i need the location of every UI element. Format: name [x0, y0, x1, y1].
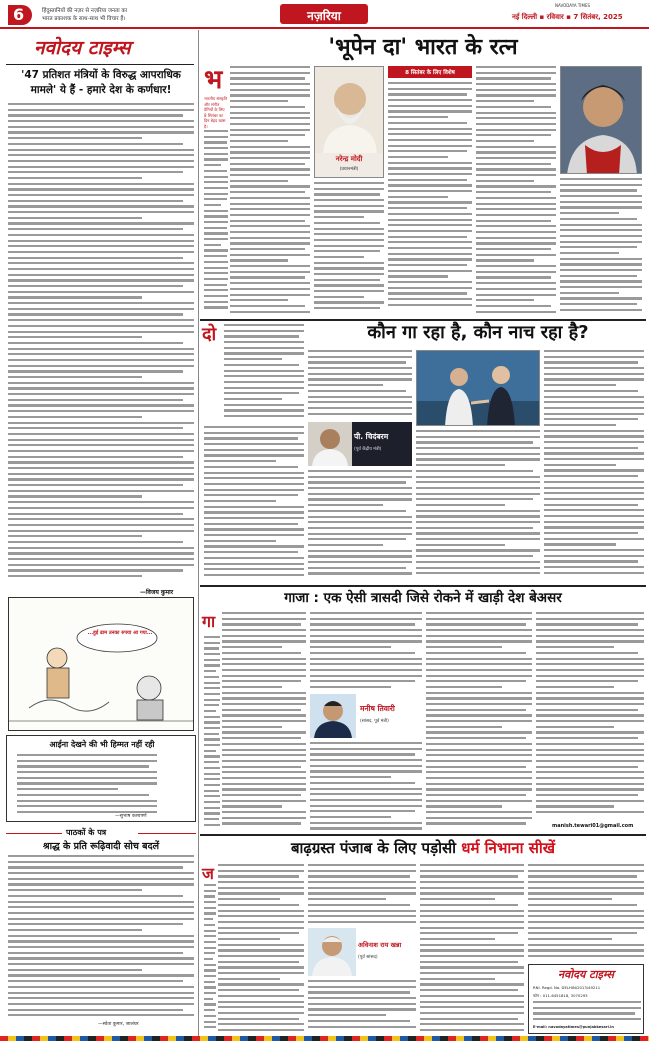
gaza-col4 — [536, 612, 644, 820]
bhupen-col1 — [230, 66, 310, 316]
bhupen-author: नरेन्द्र मोदी — [335, 155, 363, 163]
editorial-logo: नवोदय टाइम्स — [34, 37, 131, 59]
poem-box — [6, 735, 196, 822]
poem-body — [17, 754, 157, 814]
gaza-headline: गाजा : एक ऐसी त्रासदी जिसे रोकने में खाड़ी देश बेअसर — [284, 590, 562, 606]
column-divider-left — [198, 30, 199, 1040]
section-title: नज़रिया — [307, 9, 341, 23]
punjab-col2b — [308, 980, 416, 1034]
bhupen-col5 — [560, 178, 642, 316]
dateline: नई दिल्ली ▪ रविवार ▪ 7 सितंबर, 2025 — [512, 13, 623, 21]
chidambaram-portrait — [308, 422, 352, 466]
gaza-col1 — [222, 612, 306, 832]
bhupen-headline: 'भूपेन दा' भारत के रत्न — [328, 35, 518, 60]
nach-photo-leaders — [416, 350, 540, 426]
masthead-tagline-1: हिंदुस्तानियों की नज़र से नज़रिया जनता का — [42, 8, 128, 14]
cartoon-caption: ...हुई ढाम उनका रुपया आ गया... — [87, 630, 153, 636]
author-photo-khanna — [308, 928, 416, 976]
imprint-regd: RNI. Regd. No. DELHIN/2013/49211 — [533, 985, 601, 990]
bhupen-author-role: (प्रधानमंत्री) — [339, 167, 359, 172]
nach-col1 — [224, 324, 304, 424]
gaza-author-role: (सांसद, पूर्व मंत्री) — [360, 719, 389, 724]
cartoon-drawing — [9, 598, 193, 730]
gaza-dropcap: गा — [202, 612, 216, 631]
imprint-box — [528, 964, 644, 1034]
nach-col2 — [308, 350, 412, 420]
bhupen-col3 — [388, 82, 472, 316]
punjab-col4 — [528, 864, 644, 960]
bhupen-photo — [560, 66, 642, 174]
nach-author-role: (पूर्व केंद्रीय मंत्री) — [354, 447, 382, 452]
nach-col3 — [416, 430, 540, 582]
poem-credit: —सुभाष कश्यपर्ण — [115, 814, 147, 819]
gaza-col2 — [310, 612, 422, 692]
letters-rule-right — [138, 833, 196, 834]
author-photo-tewari — [310, 694, 422, 738]
editorial-logo-rule — [6, 64, 194, 65]
editorial-logo-box — [6, 32, 194, 62]
gaza-col3 — [426, 612, 532, 832]
punjab-author: अविनाश राय खन्ना — [358, 941, 402, 949]
punjab-col1 — [218, 864, 304, 1034]
letters-rule-left — [6, 833, 62, 834]
masthead — [0, 0, 649, 28]
gaza-col1b — [204, 636, 220, 832]
bhupen-col4 — [476, 66, 556, 316]
editorial-body — [8, 103, 194, 585]
punjab-headline-part1: बाढ़ग्रस्त पंजाब के लिए पड़ोसी — [290, 839, 457, 857]
editorial-headline: '47 प्रतिशत मंत्रियों के विरुद्ध आपराधिक मामले' ये हैं - हमारे देश के कर्णधार! — [21, 69, 181, 96]
small-logo: NAVODAYA TIMES — [555, 3, 591, 8]
letters-header-label: पाठकों के पत्र — [66, 828, 107, 837]
bhupen-lead: भारतीय संस्कृति और संगीत प्रेमियों के लिए 8 सितंबर का दिन बेहद खास है। — [204, 96, 228, 129]
nach-col2b — [308, 470, 412, 582]
punjab-headline — [200, 836, 646, 860]
masthead-rule — [0, 27, 649, 29]
bottom-color-strip — [0, 1036, 649, 1041]
author-photo-chidambaram — [308, 422, 412, 466]
punjab-col3 — [420, 864, 524, 1034]
khanna-portrait — [308, 928, 356, 976]
imprint-email: E-mail: navodayatimes@punjabkesari.in — [533, 1025, 614, 1029]
modi-portrait — [315, 67, 384, 153]
nach-col1b — [204, 426, 304, 582]
letters-header — [6, 826, 196, 840]
masthead-tagline-2: भारत प्रकाशक के साथ-साथ भी विचार हैं। — [42, 16, 126, 22]
punjab-headline-part2: धर्म निभाना सीखें — [461, 839, 556, 857]
letters-headline: श्राद्ध के प्रति रूढ़िवादी सोच बदलें — [42, 841, 160, 852]
bhupen-tag — [388, 66, 472, 78]
punjab-col1b — [204, 884, 216, 1034]
gaza-author: मनीष तिवारी — [360, 704, 395, 713]
nach-author: पी. चिदंबरम — [354, 432, 389, 441]
imprint-logo: नवोदय टाइम्स — [558, 968, 614, 981]
punjab-author-role: (पूर्व सांसद) — [358, 955, 378, 960]
nach-headline: कौन गा रहा है, कौन नाच रहा है? — [367, 322, 589, 343]
bhupen-tag-label: 8 सितंबर के लिए विशेष — [405, 70, 455, 76]
page-number: 6 — [13, 5, 25, 24]
bhupen-col1b — [204, 130, 228, 316]
nach-col4 — [544, 350, 644, 582]
gaza-email: manish.tewari01@gmail.com — [552, 823, 634, 829]
letters-signoff: —स्वेता कुमार, जालंधर — [98, 1022, 139, 1027]
nach-dropcap: दो — [202, 324, 217, 345]
leaders-photo — [417, 351, 540, 426]
imprint-details — [533, 1001, 641, 1025]
poem-title: आईना देखने की भी हिम्मत नहीं रही — [49, 740, 155, 749]
punjab-dropcap: ज — [202, 864, 214, 883]
letters-body — [8, 855, 194, 1020]
bhupen-col2 — [314, 182, 384, 316]
author-photo-modi — [314, 66, 384, 178]
gaza-col2b — [310, 742, 422, 832]
imprint-phones: फोन : 011-6451818, 3070293 — [533, 993, 588, 998]
punjab-col2 — [308, 864, 416, 926]
editorial-byline: —विजय कुमार — [140, 589, 174, 596]
tewari-portrait — [310, 694, 356, 738]
bhupen-dropcap: भ — [204, 65, 223, 95]
bhupen-portrait — [561, 67, 642, 174]
editorial-cartoon — [8, 597, 194, 731]
